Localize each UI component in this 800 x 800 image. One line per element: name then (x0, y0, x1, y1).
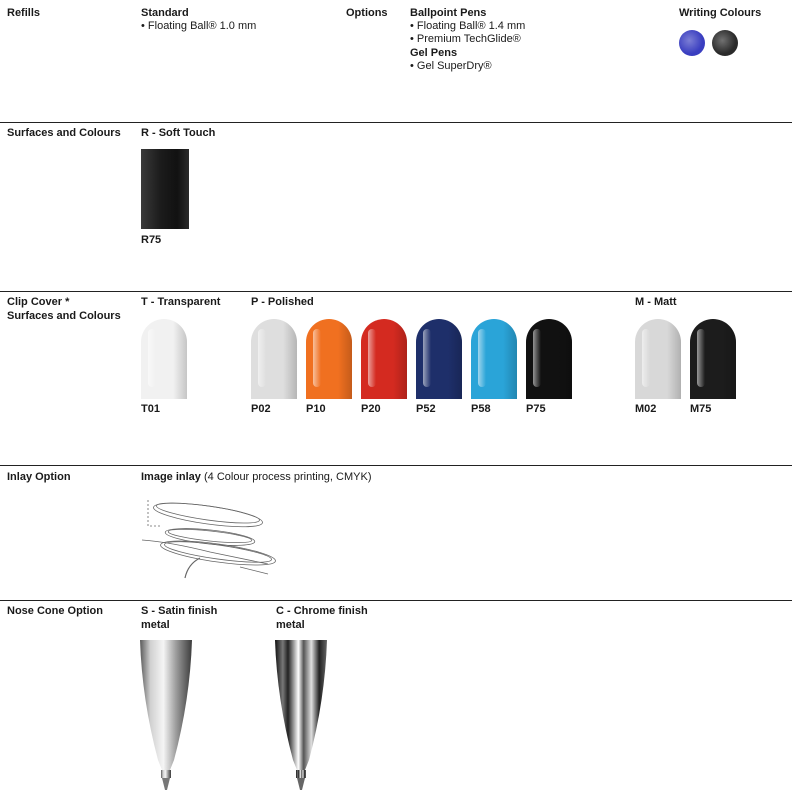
clip-label-line2: Surfaces and Colours (7, 310, 121, 322)
inlay-label: Inlay Option (7, 471, 71, 483)
section-divider (0, 291, 792, 292)
swatch-r75 (141, 149, 189, 229)
swatch-p10 (306, 319, 352, 399)
soft-touch-title: R - Soft Touch (141, 127, 216, 139)
nose-label: Nose Cone Option (7, 605, 103, 617)
inlay-title (141, 470, 371, 484)
swatch-code: P52 (416, 403, 436, 415)
writing-colour-black (712, 30, 738, 56)
swatch-p02 (251, 319, 297, 399)
standard-item: • Floating Ball® 1.0 mm (141, 20, 257, 32)
inlay-title-bold: Image inlay (141, 471, 201, 483)
swatch-code: R75 (141, 234, 162, 246)
writing-colour-blue (679, 30, 705, 56)
options-label: Options (346, 7, 388, 19)
clip-label-group (7, 295, 121, 323)
swatch-code: T01 (141, 403, 160, 415)
swatch-code: M75 (690, 403, 712, 415)
swatch-code: M02 (635, 403, 657, 415)
swatch-p20 (361, 319, 407, 399)
swatch-p52 (416, 319, 462, 399)
section-divider (0, 465, 792, 466)
polished-title: P - Polished (251, 296, 314, 308)
section-divider (0, 600, 792, 601)
refills-label: Refills (7, 7, 41, 19)
swatch-m75 (690, 319, 736, 399)
chrome-title-line2: metal (276, 619, 305, 631)
chrome-nose-cone-image (273, 640, 329, 795)
ballpoint-item: • Floating Ball® 1.4 mm (410, 20, 526, 32)
inlay-diagram-image (140, 492, 280, 582)
chrome-title-group (276, 604, 368, 632)
satin-title-line1: S - Satin finish (141, 605, 218, 617)
swatch-code: P10 (306, 403, 326, 415)
chrome-title-line1: C - Chrome finish (276, 605, 368, 617)
gel-item: • Gel SuperDry® (410, 60, 492, 72)
clip-label-line1: Clip Cover * (7, 296, 70, 308)
swatch-code: P58 (471, 403, 491, 415)
standard-title: Standard (141, 7, 189, 19)
swatch-code: P02 (251, 403, 271, 415)
swatch-code: P75 (526, 403, 546, 415)
options-group (410, 6, 525, 73)
ballpoint-item: • Premium TechGlide® (410, 33, 521, 45)
satin-title-line2: metal (141, 619, 170, 631)
satin-title-group (141, 604, 217, 632)
matt-title: M - Matt (635, 296, 677, 308)
swatch-code: P20 (361, 403, 381, 415)
surfaces-label: Surfaces and Colours (7, 127, 121, 139)
section-divider (0, 122, 792, 123)
transparent-title: T - Transparent (141, 296, 221, 308)
writing-colours-label: Writing Colours (679, 7, 762, 19)
inlay-title-rest: (4 Colour process printing, CMYK) (200, 471, 372, 483)
standard-refill-group (141, 6, 256, 33)
swatch-m02 (635, 319, 681, 399)
gel-title: Gel Pens (410, 47, 458, 59)
swatch-t01 (141, 319, 187, 399)
ballpoint-title: Ballpoint Pens (410, 7, 487, 19)
swatch-p75 (526, 319, 572, 399)
satin-nose-cone-image (138, 640, 194, 795)
swatch-p58 (471, 319, 517, 399)
